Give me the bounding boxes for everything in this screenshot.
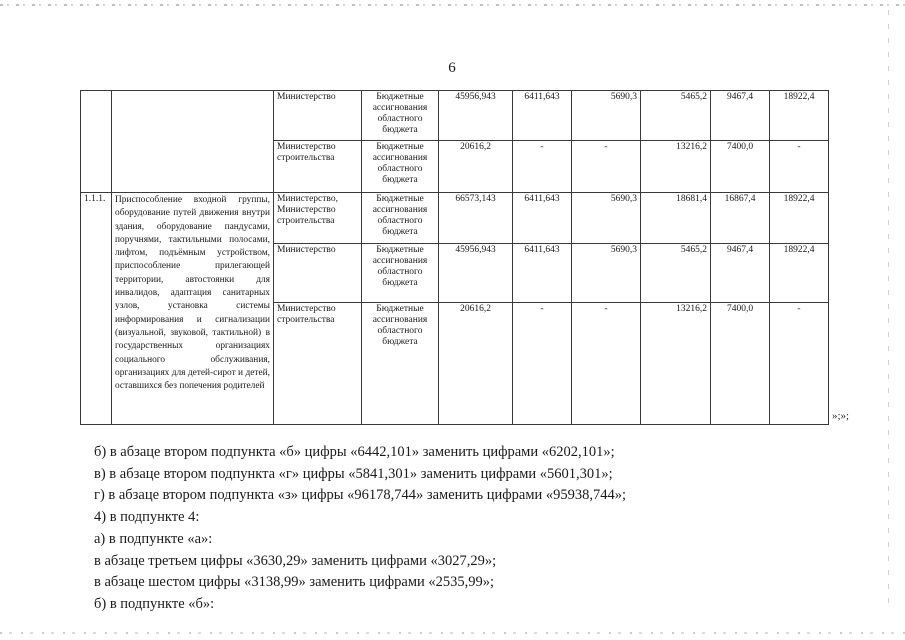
table-row [81, 91, 829, 141]
year3-cell: 13216,2 [641, 303, 711, 425]
funding-source-cell: Бюджетные ассигнования областного бюджета [362, 91, 439, 141]
total-cell: 45956,943 [439, 91, 513, 141]
executor-cell: Министерство строительства [274, 141, 362, 193]
year3-cell: 5465,2 [641, 91, 711, 141]
year5-cell: 18922,4 [770, 193, 829, 244]
scan-edge-right [888, 10, 889, 610]
year3-cell: 13216,2 [641, 141, 711, 193]
paragraph: б) в абзаце втором подпункта «б» цифры «6442,101» заменить цифрами «6202,101»; [94, 444, 615, 460]
row-number-cell: 1.1.1. [81, 193, 112, 425]
table-row [81, 193, 829, 244]
table-closing-quote: »;»; [832, 410, 850, 422]
paragraph: в абзаце третьем цифры «3630,29» заменить цифрами «3027,29»; [94, 552, 497, 569]
year1-cell: - [513, 141, 572, 193]
year4-cell: 7400,0 [711, 303, 770, 425]
total-cell: 45956,943 [439, 244, 513, 303]
executor-cell: Министерство строительства [274, 303, 362, 425]
scan-edge-bottom [0, 632, 905, 634]
year2-cell: - [572, 303, 641, 425]
paragraph: в) в абзаце втором подпункта «г» цифры «5841,301» заменить цифрами «5601,301»; [94, 465, 613, 482]
funding-source-cell: Бюджетные ассигнования областного бюджета [362, 141, 439, 193]
year4-cell: 7400,0 [711, 141, 770, 193]
year2-cell: 5690,3 [572, 244, 641, 303]
paragraph: в абзаце шестом цифры «3138,99» заменить цифрами «2535,99»; [94, 574, 495, 591]
year2-cell: 5690,3 [572, 91, 641, 141]
year5-cell: 18922,4 [770, 91, 829, 141]
paragraph: б) в подпункте «б»: [94, 595, 215, 612]
row-number-cell [81, 91, 112, 193]
year3-cell: 18681,4 [641, 193, 711, 244]
paragraph: 4) в подпункте 4: [94, 509, 200, 526]
executor-cell: Министерство [274, 244, 362, 303]
amendment-text [94, 442, 874, 616]
total-cell: 20616,2 [439, 141, 513, 193]
year1-cell: 6411,643 [513, 193, 572, 244]
executor-cell: Министерство [274, 91, 362, 141]
paragraph: г) в абзаце втором подпункта «з» цифры «96178,744» заменить цифрами «95938,744»; [94, 487, 627, 504]
year2-cell: - [572, 141, 641, 193]
total-cell: 20616,2 [439, 303, 513, 425]
year1-cell: 6411,643 [513, 244, 572, 303]
year5-cell: 18922,4 [770, 244, 829, 303]
year1-cell: - [513, 303, 572, 425]
year4-cell: 9467,4 [711, 244, 770, 303]
funding-source-cell: Бюджетные ассигнования областного бюджета [362, 193, 439, 244]
total-cell: 66573,143 [439, 193, 513, 244]
funding-source-cell: Бюджетные ассигнования областного бюджета [362, 303, 439, 425]
year5-cell: - [770, 141, 829, 193]
year5-cell: - [770, 303, 829, 425]
year3-cell: 5465,2 [641, 244, 711, 303]
budget-table [80, 90, 829, 425]
description-cell: Приспособление входной группы, оборудование путей движения внутри здания, оборудование пандусами, поручнями, тактильными полосами, лифтом, подъёмным устройством, приспособление прилегающей территории, автостоянки для инвалидов, адаптация санитарных узлов, установка системы информирования и сигнализации (визуальной, звуковой, тактильной) в государственных организациях социального обслуживания, организациях для детей-сирот и детей, оставшихся без попечения родителей [112, 193, 274, 425]
scan-edge-top [0, 4, 905, 6]
year4-cell: 9467,4 [711, 91, 770, 141]
year4-cell: 16867,4 [711, 193, 770, 244]
year1-cell: 6411,643 [513, 91, 572, 141]
executor-cell: Министерство, Министерство строительства [274, 193, 362, 244]
paragraph: а) в подпункте «а»: [94, 530, 213, 547]
page-number: 6 [448, 60, 456, 76]
year2-cell: 5690,3 [572, 193, 641, 244]
funding-source-cell: Бюджетные ассигнования областного бюджета [362, 244, 439, 303]
description-cell [112, 91, 274, 193]
